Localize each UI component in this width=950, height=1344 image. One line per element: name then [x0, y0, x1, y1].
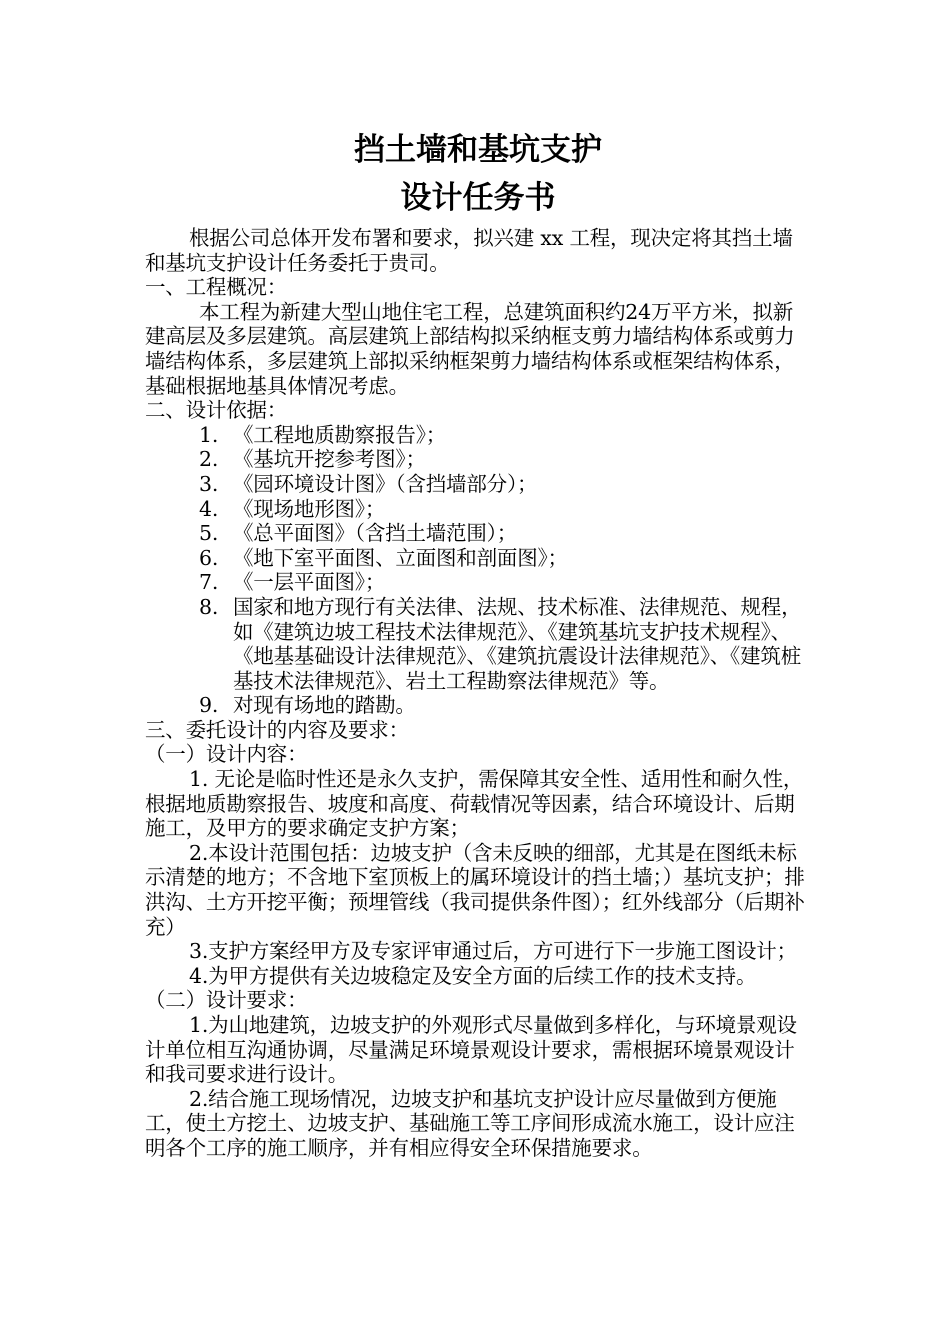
- document-title-line1: 挡土墙和基坑支护: [354, 132, 602, 168]
- section-2-heading: 二、设计依据：: [145, 398, 288, 423]
- content-item-4: 4.为甲方提供有关边坡稳定及安全方面的后续工作的技术支持。: [189, 963, 757, 988]
- list-item: 4. 《现场地形图》；: [199, 496, 386, 521]
- list-item: 7. 《一层平面图》；: [199, 570, 386, 595]
- content-item-3: 3.支护方案经甲方及专家评审通过后，方可进行下一步施工图设计；: [189, 939, 797, 964]
- document-body: [145, 226, 811, 1161]
- list-item: 6. 《地下室平面图、立面图和剖面图》；: [199, 545, 568, 570]
- subsection-2-heading: （二）设计要求：: [145, 988, 308, 1013]
- section-1-heading: 一、工程概况：: [145, 275, 288, 300]
- list-item: 2. 《基坑开挖参考图》；: [199, 447, 426, 472]
- list-item: 8. 国家和地方现行有关法律、法规、技术标准、法律规范、规程，如《建筑边坡工程技术法律规范》、《建筑基坑支护技术规程》、《地基基础设计法律规范》、《建筑抗震设计法律规范》、《建筑桩基技术法律规范》、岩土工程勘察法律规范》等。: [199, 594, 802, 693]
- document-title-line2: 设计任务书: [400, 180, 556, 216]
- list-item: 1. 《工程地质勘察报告》；: [199, 422, 447, 447]
- document-page: [145, 128, 811, 1161]
- section-1-paragraph: 本工程为新建大型山地住宅工程，总建筑面积约24万平方米，拟新建高层及多层建筑。高层建筑上部结构拟采纳框支剪力墙结构体系或剪力墙结构体系，多层建筑上部拟采纳框架剪力墙结构体系或框架结构体系，基础根据地基具体情况考虑。: [145, 299, 795, 398]
- list-item: 5. 《总平面图》（含挡土墙范围）；: [199, 521, 517, 546]
- content-item-2: 2.本设计范围包括：边坡支护（含未反映的细部，尤其是在图纸未标示清楚的地方；不含地下室顶板上的属环境设计的挡土墙；）基坑支护；排洪沟、土方开挖平衡；预埋管线（我司提供条件图）；红外线部分（后期补充）: [145, 840, 805, 939]
- subsection-1-heading: （一）设计内容：: [145, 742, 308, 767]
- list-item: 9. 对现有场地的踏勘。: [199, 693, 416, 718]
- list-item: 3. 《园环境设计图》（含挡墙部分）；: [199, 471, 538, 496]
- intro-paragraph: 根据公司总体开发布署和要求，拟兴建 xx 工程，现决定将其挡土墙和基坑支护设计任务委托于贵司。: [145, 226, 793, 275]
- section-3-heading: 三、委托设计的内容及要求：: [145, 717, 409, 742]
- basis-list: [145, 423, 811, 718]
- requirement-item-1: 1.为山地建筑，边坡支护的外观形式尽量做到多样化，与环境景观设计单位相互沟通协调，尽量满足环境景观设计要求，需根据环境景观设计和我司要求进行设计。: [145, 1013, 797, 1087]
- requirement-item-2: 2.结合施工现场情况，边坡支护和基坑支护设计应尽量做到方便施工，使土方挖土、边坡支护、基础施工等工序间形成流水施工，设计应注明各个工序的施工顺序，并有相应得安全环保措施要求。: [145, 1086, 795, 1160]
- content-item-1: 1. 无论是临时性还是永久支护，需保障其安全性、适用性和耐久性，根据地质勘察报告、坡度和高度、荷载情况等因素，结合环境设计、后期施工，及甲方的要求确定支护方案；: [145, 767, 804, 841]
